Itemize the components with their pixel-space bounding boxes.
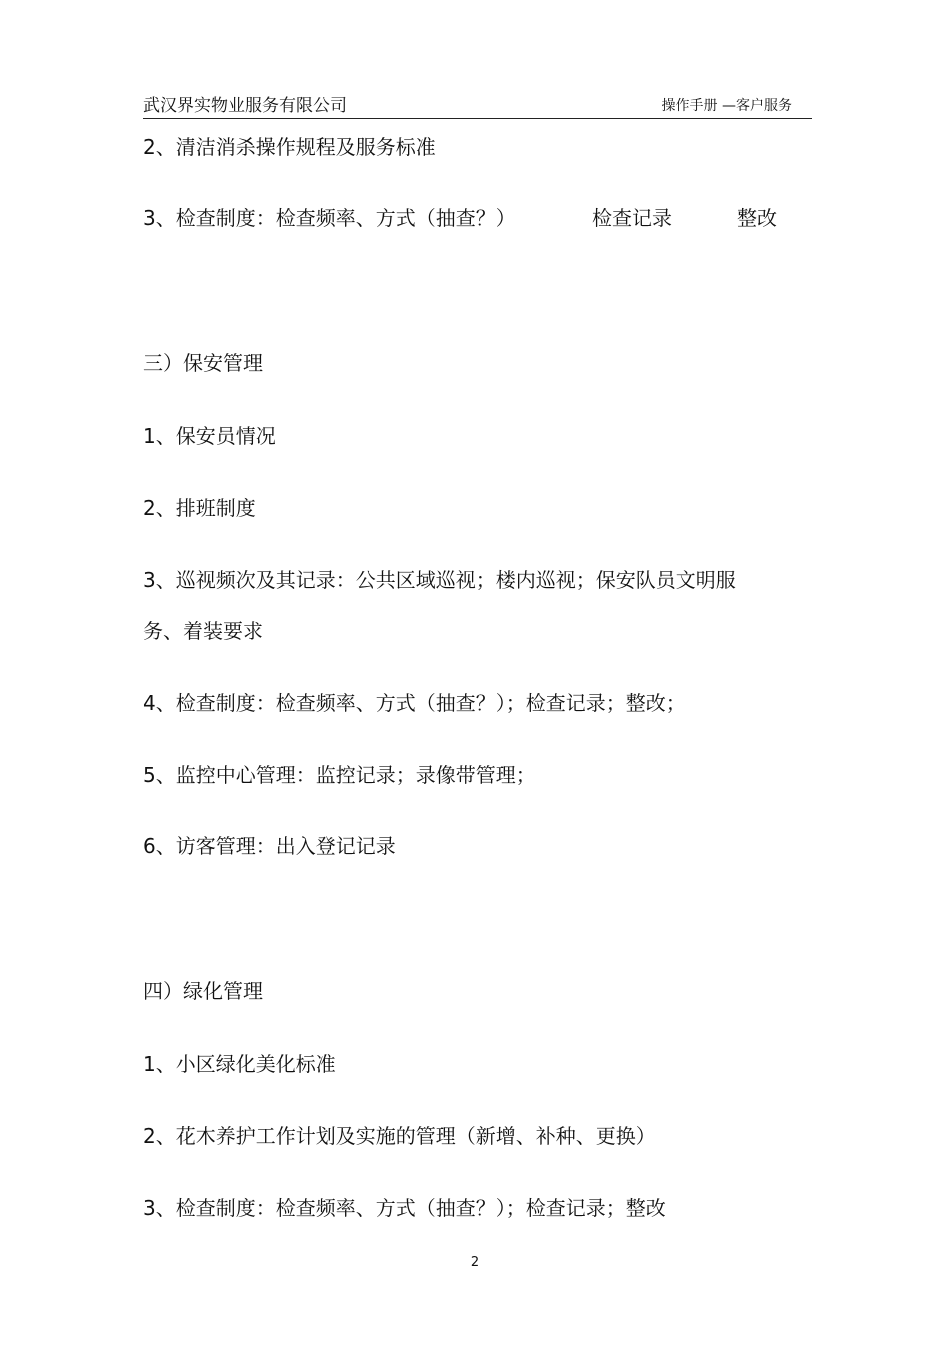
greening-item-3: 3、检查制度：检查频率、方式（抽查？）；检查记录；整改 (143, 1196, 666, 1220)
manual-title: 操作手册 —客户服务 (661, 98, 792, 114)
company-name: 武汉界实物业服务有限公司 (143, 96, 347, 116)
page-header (143, 94, 812, 119)
security-item-4: 4、检查制度：检查频率、方式（抽查？）；检查记录；整改； (143, 691, 686, 715)
greening-item-1: 1、小区绿化美化标准 (143, 1052, 336, 1076)
security-item-3-line-2: 务、着装要求 (143, 619, 263, 643)
cleaning-item-3-text: 3、检查制度：检查频率、方式（抽查？） (143, 206, 516, 230)
cleaning-item-3-record: 检查记录 (592, 206, 672, 230)
security-item-5: 5、监控中心管理：监控记录；录像带管理； (143, 763, 536, 787)
cleaning-item-3-fix: 整改 (737, 206, 777, 230)
cleaning-item-2: 2、清洁消杀操作规程及服务标准 (143, 135, 436, 159)
security-item-1: 1、保安员情况 (143, 424, 276, 448)
security-section-title: 三）保安管理 (143, 351, 263, 375)
page-number: 2 (470, 1255, 480, 1270)
greening-item-2: 2、花木养护工作计划及实施的管理（新增、补种、更换） (143, 1124, 656, 1148)
security-item-2: 2、排班制度 (143, 496, 256, 520)
cleaning-item-3 (143, 204, 803, 232)
greening-section-title: 四）绿化管理 (143, 979, 263, 1003)
security-item-6: 6、访客管理：出入登记记录 (143, 834, 396, 858)
security-item-3-line-1: 3、巡视频次及其记录：公共区域巡视；楼内巡视；保安队员文明服 (143, 568, 736, 592)
